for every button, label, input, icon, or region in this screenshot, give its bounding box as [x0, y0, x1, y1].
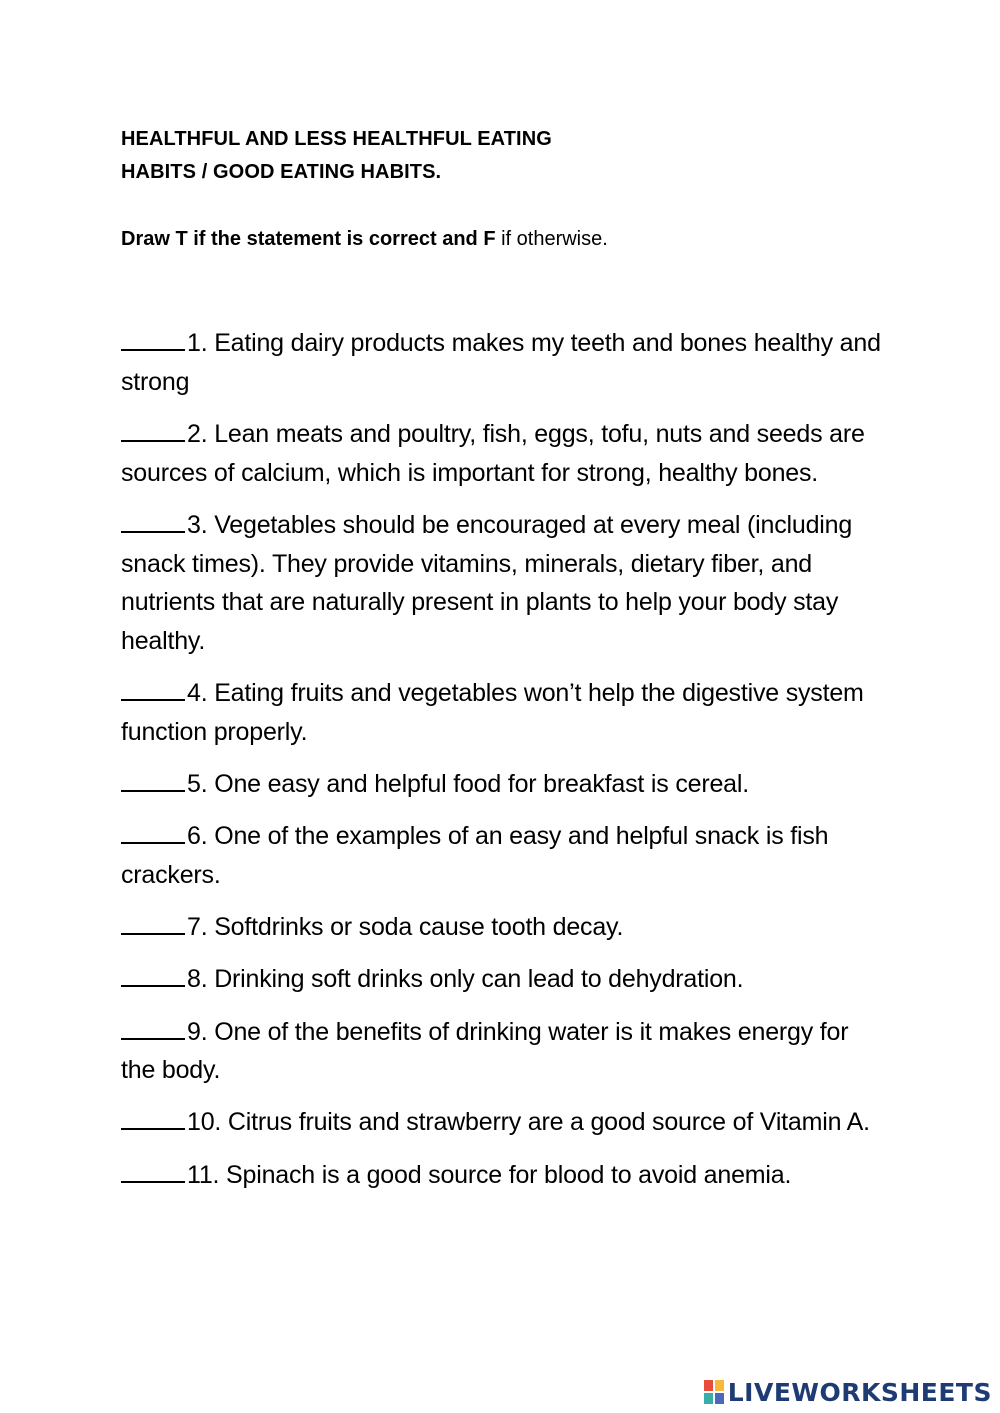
answer-blank[interactable]: [121, 1180, 185, 1183]
statement-text: 9. One of the benefits of drinking water is it makes energy for the body.: [121, 1017, 849, 1085]
statement-text: 3. Vegetables should be encouraged at every meal (including snack times). They provide vitamins, minerals, dietary fiber, and nutrients that are naturally present in plants to help your body stay healthy.: [121, 510, 853, 655]
statement-item: [121, 960, 886, 999]
statement-text: 7. Softdrinks or soda cause tooth decay.: [187, 913, 624, 942]
statement-text: 8. Drinking soft drinks only can lead to dehydration.: [187, 965, 744, 994]
answer-blank[interactable]: [121, 530, 185, 533]
title-line-2: HABITS / GOOD EATING HABITS.: [121, 161, 442, 183]
statement-item: [121, 908, 886, 947]
footer-brand: [703, 1375, 992, 1409]
statement-item: [121, 1103, 886, 1142]
answer-blank[interactable]: [121, 1037, 185, 1040]
instruction-bold: Draw T if the statement is correct and F: [121, 228, 496, 250]
statement-list: [121, 324, 886, 1208]
title-line-1: HEALTHFUL AND LESS HEALTHFUL EATING: [121, 128, 552, 150]
answer-blank[interactable]: [121, 789, 185, 792]
answer-blank[interactable]: [121, 932, 185, 935]
statement-item: [121, 674, 886, 751]
brand-name: LIVEWORKSHEETS: [727, 1377, 992, 1407]
instruction: [121, 223, 881, 255]
statement-text: 10. Citrus fruits and strawberry are a good source of Vitamin A.: [187, 1108, 870, 1137]
statement-item: [121, 415, 886, 492]
liveworksheets-logo-icon: [703, 1379, 725, 1405]
answer-blank[interactable]: [121, 1127, 185, 1130]
statement-text: 4. Eating fruits and vegetables won’t help the digestive system function properly.: [121, 679, 864, 746]
statement-text: 1. Eating dairy products makes my teeth and bones healthy and strong: [121, 329, 881, 396]
answer-blank[interactable]: [121, 348, 185, 351]
statement-item: [121, 1156, 886, 1195]
statement-item: [121, 506, 886, 661]
statement-text: 2. Lean meats and poultry, fish, eggs, tofu, nuts and seeds are sources of calcium, which is important for strong, healthy bones.: [121, 419, 865, 487]
worksheet-title: [121, 123, 721, 189]
statement-item: [121, 817, 886, 894]
statement-item: [121, 324, 886, 401]
statement-item: [121, 765, 886, 804]
statement-text: 11. Spinach is a good source for blood to avoid anemia.: [187, 1160, 792, 1189]
answer-blank[interactable]: [121, 984, 185, 987]
answer-blank[interactable]: [121, 698, 185, 701]
answer-blank[interactable]: [121, 439, 185, 442]
instruction-rest: if otherwise.: [495, 228, 608, 250]
answer-blank[interactable]: [121, 841, 185, 844]
statement-text: 5. One easy and helpful food for breakfast is cereal.: [187, 770, 749, 799]
statement-item: [121, 1013, 886, 1090]
statement-text: 6. One of the examples of an easy and helpful snack is fish crackers.: [121, 822, 829, 889]
